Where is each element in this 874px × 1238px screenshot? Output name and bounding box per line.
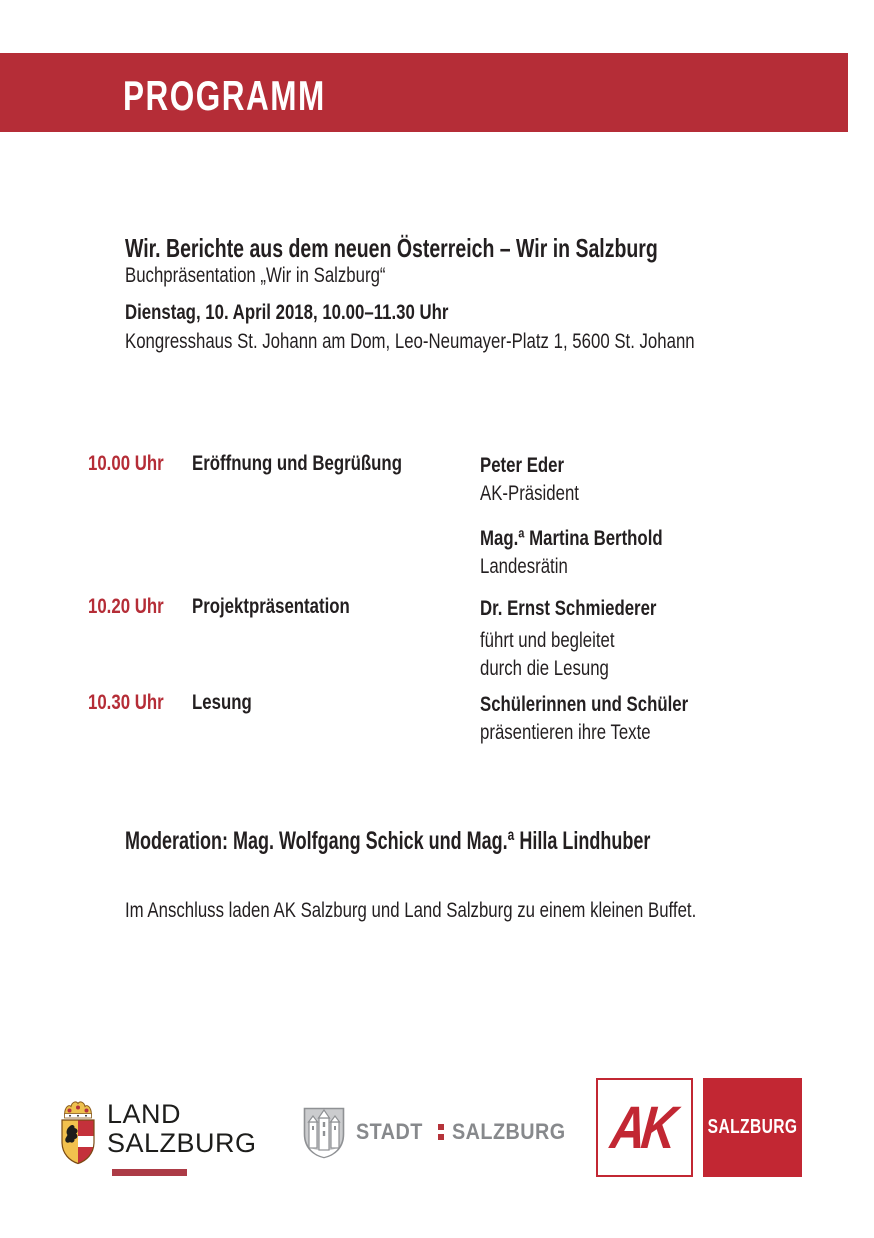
schedule-speakers bbox=[480, 595, 701, 683]
ak-logo-salzburg-box bbox=[703, 1078, 802, 1177]
event-subtitle: Buchpräsentation „Wir in Salzburg“ bbox=[125, 264, 386, 287]
schedule-time: 10.00 Uhr bbox=[88, 452, 164, 475]
speaker-role: führt und begleitet bbox=[480, 629, 615, 652]
schedule-speakers bbox=[480, 452, 708, 581]
ak-monogram: AK bbox=[607, 1094, 677, 1161]
stadt-salzburg-logo-text bbox=[356, 1119, 578, 1145]
speaker-role: durch die Lesung bbox=[480, 657, 609, 680]
land-salzburg-red-underline bbox=[112, 1169, 187, 1176]
buffet-line: Im Anschluss laden AK Salzburg und Land Salzburg zu einem kleinen Buffet. bbox=[125, 899, 697, 922]
speaker-role: AK-Präsident bbox=[480, 482, 579, 505]
event-datetime: Dienstag, 10. April 2018, 10.00–11.30 Uhr bbox=[125, 301, 449, 324]
land-salzburg-logo-text bbox=[107, 1100, 257, 1158]
program-banner bbox=[0, 53, 848, 132]
schedule-event: Projektpräsentation bbox=[192, 595, 350, 618]
ak-box-label: SALZBURG bbox=[707, 1116, 798, 1138]
banner-title: PROGRAMM bbox=[123, 72, 326, 119]
speaker-name: Peter Eder bbox=[480, 454, 565, 477]
schedule-speakers bbox=[480, 691, 740, 747]
schedule-event: Eröffnung und Begrüßung bbox=[192, 452, 402, 475]
speaker-role: präsentieren ihre Texte bbox=[480, 721, 651, 744]
land-salzburg-crest-icon bbox=[58, 1099, 98, 1171]
stadt-logo-word2: SALZBURG bbox=[452, 1119, 566, 1144]
land-logo-line1: LAND bbox=[107, 1099, 182, 1129]
speaker-role: Landesrätin bbox=[480, 555, 568, 578]
schedule-time: 10.30 Uhr bbox=[88, 691, 164, 714]
land-logo-line2: SALZBURG bbox=[107, 1128, 257, 1158]
moderation-line: Moderation: Mag. Wolfgang Schick und Mag.ª Hilla Lindhuber bbox=[125, 827, 651, 855]
speaker-name: Dr. Ernst Schmiederer bbox=[480, 597, 657, 620]
stadt-logo-word1: STADT bbox=[356, 1119, 423, 1144]
stadt-salzburg-shield-icon bbox=[302, 1106, 346, 1165]
event-location: Kongresshaus St. Johann am Dom, Leo-Neumayer-Platz 1, 5600 St. Johann bbox=[125, 330, 695, 353]
stadt-logo-colon-icon bbox=[438, 1124, 444, 1140]
event-title: Wir. Berichte aus dem neuen Österreich – Wir in Salzburg bbox=[125, 233, 658, 263]
schedule-event: Lesung bbox=[192, 691, 252, 714]
speaker-name: Mag.ª Martina Berthold bbox=[480, 527, 663, 550]
schedule-time: 10.20 Uhr bbox=[88, 595, 164, 618]
ak-logo-monogram-box bbox=[596, 1078, 693, 1177]
speaker-name: Schülerinnen und Schüler bbox=[480, 693, 689, 716]
